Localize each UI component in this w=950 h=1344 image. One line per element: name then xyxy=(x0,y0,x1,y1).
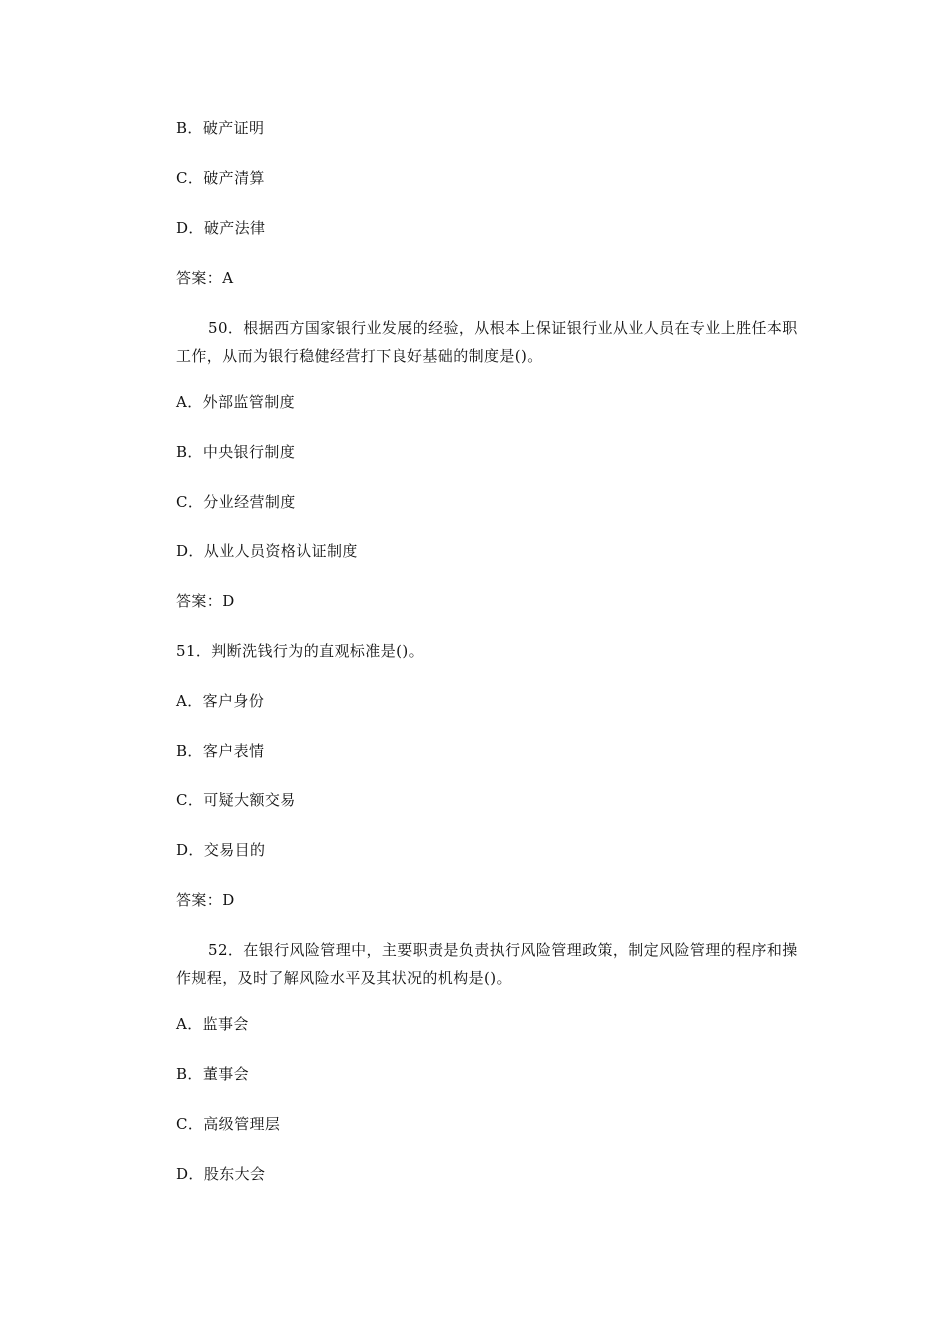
q50-option-d: D．从业人员资格认证制度 xyxy=(176,542,358,560)
option-c-previous: C．破产清算 xyxy=(176,169,265,187)
q50-option-b: B．中央银行制度 xyxy=(176,443,296,461)
q50-answer: 答案：D xyxy=(176,592,235,610)
q50-option-a: A．外部监管制度 xyxy=(176,393,296,411)
question-50 xyxy=(176,314,840,370)
q51-option-a: A．客户身份 xyxy=(176,692,265,710)
q51-answer: 答案：D xyxy=(176,891,235,909)
option-d-previous: D．破产法律 xyxy=(176,219,266,237)
question-52-line-1: 52．在银行风险管理中，主要职责是负责执行风险管理政策，制定风险管理的程序和操 xyxy=(208,941,798,959)
q52-option-d: D．股东大会 xyxy=(176,1165,266,1183)
question-51: 51．判断洗钱行为的直观标准是()。 xyxy=(176,642,424,660)
q51-option-c: C．可疑大额交易 xyxy=(176,791,296,809)
question-52 xyxy=(176,936,840,992)
answer-previous: 答案：A xyxy=(176,269,234,287)
q51-option-d: D．交易目的 xyxy=(176,841,266,859)
option-b-previous: B．破产证明 xyxy=(176,119,265,137)
question-50-line-1: 50．根据西方国家银行业发展的经验，从根本上保证银行业从业人员在专业上胜任本职 xyxy=(208,319,798,337)
q52-option-c: C．高级管理层 xyxy=(176,1115,281,1133)
question-50-line-2: 工作，从而为银行稳健经营打下良好基础的制度是()。 xyxy=(176,347,543,365)
q52-option-a: A．监事会 xyxy=(176,1015,249,1033)
q51-option-b: B．客户表情 xyxy=(176,742,265,760)
q50-option-c: C．分业经营制度 xyxy=(176,493,296,511)
q52-option-b: B．董事会 xyxy=(176,1065,250,1083)
question-52-line-2: 作规程，及时了解风险水平及其状况的机构是()。 xyxy=(176,969,512,987)
